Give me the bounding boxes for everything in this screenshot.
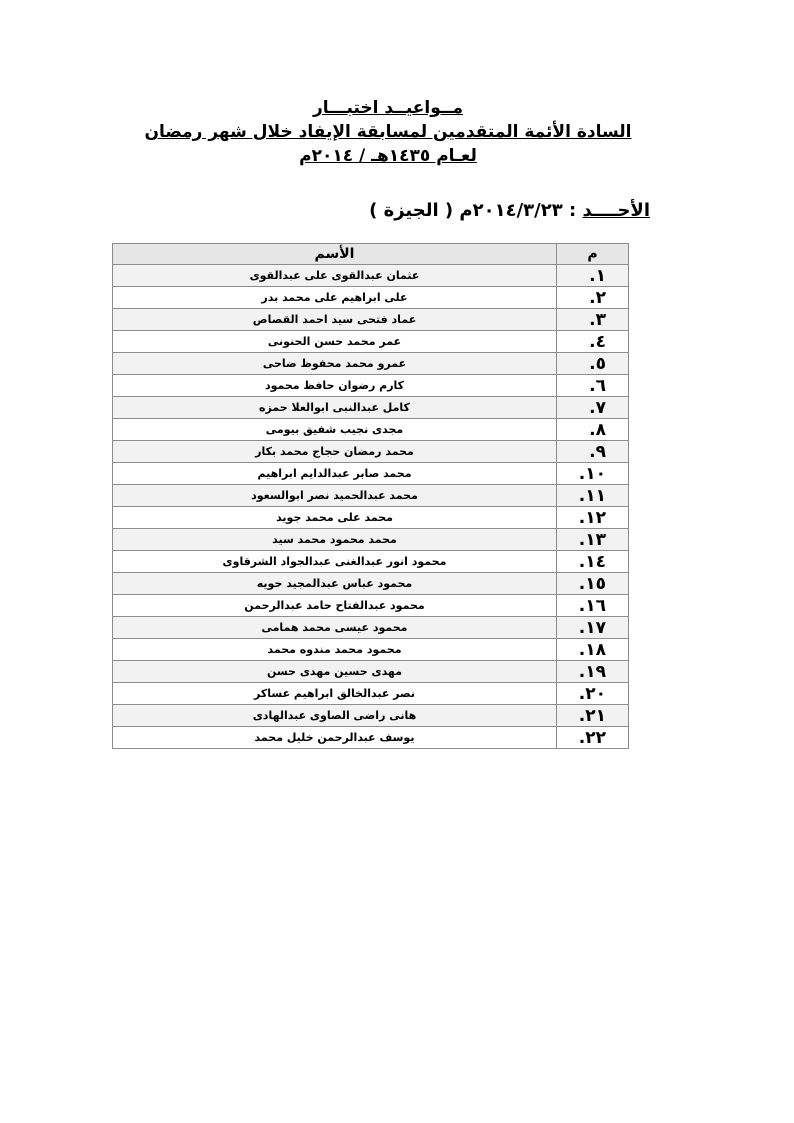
candidate-name: محمود عيسى محمد همامى (113, 617, 557, 639)
row-number: ٢٢. (557, 727, 629, 749)
table-row (113, 617, 629, 639)
candidate-name: مجدى نجيب شفيق بيومى (113, 419, 557, 441)
table-row (113, 727, 629, 749)
table-row (113, 507, 629, 529)
row-number: ١٧. (557, 617, 629, 639)
table-row (113, 639, 629, 661)
table-row (113, 375, 629, 397)
table-row (113, 441, 629, 463)
candidate-name: هانى راضى الصاوى عبدالهادى (113, 705, 557, 727)
row-number: ٣. (557, 309, 629, 331)
row-number: ١٢. (557, 507, 629, 529)
row-number: ٢. (557, 287, 629, 309)
row-number: ١٩. (557, 661, 629, 683)
row-number: ١. (557, 265, 629, 287)
table-row (113, 419, 629, 441)
column-header-name: الأسم (113, 244, 557, 265)
candidate-name: محمد عبدالحميد نصر ابوالسعود (113, 485, 557, 507)
row-number: ٦. (557, 375, 629, 397)
row-number: ٢٠. (557, 683, 629, 705)
candidate-name: محمود عبدالفتاح حامد عبدالرحمن (113, 595, 557, 617)
row-number: ٨. (557, 419, 629, 441)
candidate-name: مهدى حسين مهدى حسن (113, 661, 557, 683)
document-header (100, 96, 676, 168)
row-number: ١٤. (557, 551, 629, 573)
row-number: ٢١. (557, 705, 629, 727)
row-number: ١٥. (557, 573, 629, 595)
candidate-name: محمود عباس عبدالمجيد حويه (113, 573, 557, 595)
table-row (113, 463, 629, 485)
candidate-name: نصر عبدالخالق ابراهيم عساكر (113, 683, 557, 705)
row-number: ١٠. (557, 463, 629, 485)
row-number: ٥. (557, 353, 629, 375)
candidate-name: عمر محمد حسن الحنونى (113, 331, 557, 353)
table-row (113, 397, 629, 419)
row-number: ١٣. (557, 529, 629, 551)
table-body (113, 265, 629, 749)
table-row (113, 529, 629, 551)
header-subtitle: السادة الأئمة المتقدمين لمسابقة الإيفاد خلال شهر رمضان (144, 122, 632, 142)
table-row (113, 485, 629, 507)
row-number: ٩. (557, 441, 629, 463)
table-row (113, 705, 629, 727)
table-row (113, 551, 629, 573)
table-row (113, 331, 629, 353)
session-day: الأحــــد (582, 200, 650, 221)
row-number: ٧. (557, 397, 629, 419)
table-row (113, 265, 629, 287)
candidate-name: يوسف عبدالرحمن خليل محمد (113, 727, 557, 749)
candidate-name: محمد على محمد جويد (113, 507, 557, 529)
row-number: ١١. (557, 485, 629, 507)
header-title: مــواعيــد اختبـــار (312, 98, 464, 118)
candidate-name: محمود انور عبدالغنى عبدالجواد الشرقاوى (113, 551, 557, 573)
table-row (113, 595, 629, 617)
row-number: ١٨. (557, 639, 629, 661)
row-number: ١٦. (557, 595, 629, 617)
session-line (369, 200, 650, 221)
candidate-name: كارم رضوان حافظ محمود (113, 375, 557, 397)
candidate-name: محمد رمضان حجاج محمد بكار (113, 441, 557, 463)
candidates-table (112, 243, 629, 749)
table-row (113, 309, 629, 331)
column-header-number: م (557, 244, 629, 265)
session-date-place: : ٢٠١٤/٣/٢٣م ( الجيزة ) (369, 200, 577, 221)
header-year: لعـام ١٤٣٥هـ / ٢٠١٤م (299, 146, 477, 166)
row-number: ٤. (557, 331, 629, 353)
table-row (113, 353, 629, 375)
candidate-name: عثمان عبدالقوى على عبدالقوى (113, 265, 557, 287)
table-row (113, 573, 629, 595)
candidate-name: عمرو محمد محفوظ ضاحى (113, 353, 557, 375)
table-row (113, 287, 629, 309)
candidate-name: محمد صابر عبدالدايم ابراهيم (113, 463, 557, 485)
candidate-name: محمد محمود محمد سيد (113, 529, 557, 551)
candidate-name: كامل عبدالنبى ابوالعلا حمزه (113, 397, 557, 419)
candidate-name: عماد فتحى سيد احمد القصاص (113, 309, 557, 331)
table-row (113, 661, 629, 683)
candidate-name: محمود محمد مندوه محمد (113, 639, 557, 661)
table-row (113, 683, 629, 705)
candidate-name: على ابراهيم على محمد بدر (113, 287, 557, 309)
table-header-row (113, 244, 629, 265)
